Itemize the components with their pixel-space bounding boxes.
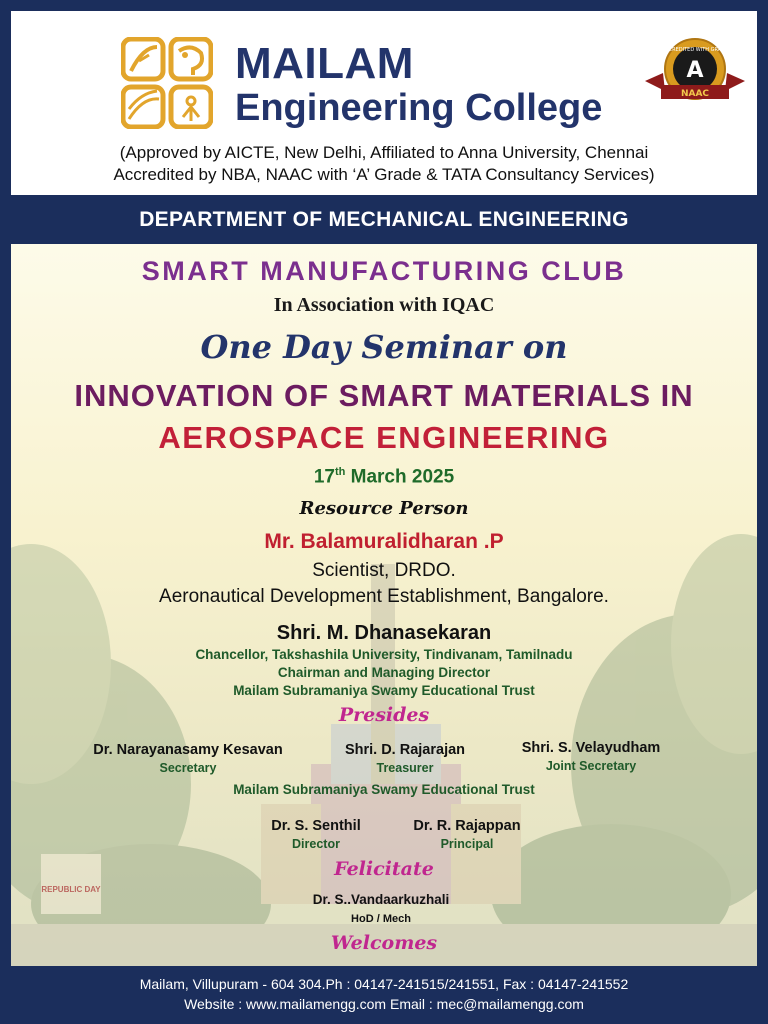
presider-name: Shri. S. Velayudham <box>521 740 661 756</box>
department-banner: DEPARTMENT OF MECHANICAL ENGINEERING <box>139 208 629 231</box>
college-header <box>11 11 757 195</box>
presider-role: Secretary <box>159 761 217 775</box>
resource-person-organisation: Aeronautical Development Establishment, Bangalore. <box>159 586 609 607</box>
college-logo <box>121 37 213 129</box>
welcomes-label: Welcomes <box>330 932 438 954</box>
chief-role-1: Chancellor, Takshashila University, Tindivanam, Tamilnadu <box>195 647 573 662</box>
chief-role-3: Mailam Subramaniya Swamy Educational Trust <box>233 683 535 698</box>
resource-person-name: Mr. Balamuralidharan .P <box>264 530 504 553</box>
seminar-format: One Day Seminar on <box>200 328 568 366</box>
club-name: SMART MANUFACTURING CLUB <box>141 256 627 286</box>
official-role: Principal <box>440 837 494 851</box>
presider-name: Shri. D. Rajarajan <box>344 742 466 758</box>
badge-arc-text: ACCREDITED WITH GRADE <box>661 47 729 53</box>
event-body <box>11 244 757 966</box>
badge-ribbon: NAAC <box>680 89 710 99</box>
chief-role-2: Chairman and Managing Director <box>277 665 491 680</box>
felicitate-label: Felicitate <box>334 858 434 880</box>
official-name: Dr. S. Senthil <box>271 818 361 834</box>
presides-label: Presides <box>338 704 430 726</box>
resource-person-designation: Scientist, DRDO. <box>312 560 456 581</box>
college-name: MAILAM <box>235 39 414 88</box>
felicitator-name: Dr. S..Vandaarkuzhali <box>312 892 450 907</box>
topic-line-2: AEROSPACE ENGINEERING <box>158 420 610 455</box>
chief-name: Shri. M. Dhanasekaran <box>276 622 492 644</box>
felicitator-role: HoD / Mech <box>351 913 411 925</box>
footer-address: Mailam, Villupuram - 604 304.Ph : 04147-241515/241551, Fax : 04147-241552 <box>139 976 629 992</box>
badge-grade: A <box>686 58 704 83</box>
background-sign-text: REPUBLIC DAY <box>41 885 101 894</box>
date-month-year: March 2025 <box>345 466 455 488</box>
presider-secretary <box>67 742 309 775</box>
naac-badge <box>643 33 747 113</box>
official-principal <box>397 818 537 851</box>
presider-role: Treasurer <box>376 761 434 775</box>
college-subtitle: Engineering College <box>235 87 603 129</box>
date-suffix: th <box>334 466 346 478</box>
date-day: 17 <box>313 466 335 488</box>
approval-line-2: Accredited by NBA, NAAC with ‘A’ Grade & TATA Consultancy Services) <box>113 165 655 184</box>
approval-line-1: (Approved by AICTE, New Delhi, Affiliated to Anna University, Chennai <box>119 143 649 162</box>
resource-person-label: Resource Person <box>299 498 469 519</box>
trust-name: Mailam Subramaniya Swamy Educational Trust <box>233 782 535 797</box>
presider-treasurer <box>325 742 485 775</box>
official-director <box>251 818 381 851</box>
event-date <box>11 466 757 488</box>
footer-contact: Website : www.mailamengg.com Email : mec@mailamengg.com <box>184 996 584 1012</box>
presider-joint-secretary <box>511 740 671 773</box>
official-role: Director <box>292 837 340 851</box>
official-name: Dr. R. Rajappan <box>413 818 521 834</box>
topic-line-1: INNOVATION OF SMART MATERIALS IN <box>74 378 694 413</box>
presider-name: Dr. Narayanasamy Kesavan <box>93 742 283 758</box>
presider-role: Joint Secretary <box>545 759 637 773</box>
felicitator <box>251 892 511 925</box>
association-line: In Association with IQAC <box>273 294 495 316</box>
